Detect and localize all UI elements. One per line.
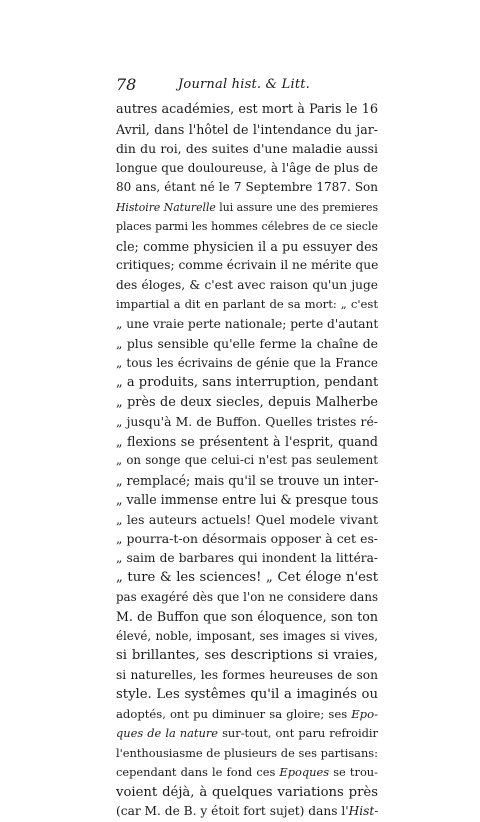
text-line: „ pourra-t-on désormais opposer à cet es- — [116, 531, 378, 546]
page-number: 78 — [116, 75, 137, 94]
text-line: si naturelles, les formes heureuses de son — [116, 667, 378, 682]
text-line: „ a produits, sans interruption, pendant — [116, 375, 378, 390]
text-line: si brillantes, ses descriptions si vraies, — [116, 648, 378, 663]
text-segment: (car M. de B. y étoit fort sujet) dans l' — [116, 804, 349, 818]
italic-title: Histoire Naturelle — [116, 200, 216, 214]
text-line: autres académies, est mort à Paris le 16 — [116, 102, 378, 117]
italic-title: Epo- — [351, 706, 378, 721]
text-line: des éloges, & c'est avec raison qu'un juge — [116, 277, 378, 292]
text-segment: se trou- — [329, 765, 378, 779]
text-line: „ flexions se présentent à l'esprit, quand — [116, 433, 378, 449]
text-line — [116, 198, 378, 218]
text-line — [116, 763, 378, 783]
text-line: élevé, noble, imposant, ses images si vives, — [116, 628, 378, 643]
text-line: M. de Buffon que son éloquence, son ton — [116, 609, 378, 624]
text-line: „ une vraie perte nationale; perte d'autant — [116, 316, 378, 331]
text-segment: sur-tout, ont paru refroidir — [218, 726, 378, 740]
italic-title: Epoques — [279, 765, 330, 779]
italic-title: Hist- — [348, 804, 378, 818]
text-line: voient déjà, à quelques variations près — [116, 784, 378, 800]
page-header — [116, 75, 376, 95]
text-line: l'enthousiasme de plusieurs de ses partisans: — [116, 745, 378, 760]
text-line: „ ture & les sciences! „ Cet éloge n'est — [116, 570, 378, 585]
text-line: „ les auteurs actuels! Quel modele vivant — [116, 511, 378, 527]
text-line: pas exagéré dès que l'on ne considere dans — [116, 589, 378, 604]
running-head: Journal hist. & Litt. — [178, 77, 311, 92]
body-text — [116, 100, 378, 822]
text-line — [116, 705, 378, 725]
text-line — [116, 724, 378, 744]
text-line: cle; comme physicien il a pu essuyer des — [116, 238, 378, 254]
text-line: „ près de deux siecles, depuis Malherbe — [116, 394, 378, 410]
text-line: „ saim de barbares qui inondent la littéra- — [116, 550, 378, 565]
text-line: „ valle immense entre lui & presque tous — [116, 492, 378, 507]
text-line: 80 ans, étant né le 7 Septembre 1787. Son — [116, 180, 378, 194]
text-line: places parmi les hommes célebres de ce siecle — [116, 220, 378, 233]
text-line: din du roi, des suites d'une maladie aussi — [116, 141, 378, 156]
text-line: style. Les systêmes qu'il a imaginés ou — [116, 687, 378, 702]
text-line: „ tous les écrivains de génie que la France — [116, 355, 378, 370]
text-line: critiques; comme écrivain il ne mérite que — [116, 258, 378, 272]
text-line: „ jusqu'à M. de Buffon. Quelles tristes ré- — [116, 414, 378, 429]
italic-title: ques de la nature — [116, 726, 219, 740]
text-line: „ plus sensible qu'elle ferme la chaîne de — [116, 336, 378, 351]
text-line: impartial a dit en parlant de sa mort: „ c'est — [116, 297, 378, 311]
text-segment: lui assure une des premieres — [215, 200, 378, 214]
text-segment: adoptés, ont pu diminuer sa gloire; ses — [116, 706, 352, 721]
text-line: „ on songe que celui-ci n'est pas seulement — [116, 453, 378, 467]
text-segment: cependant dans le fond ces — [116, 765, 280, 779]
text-line: Avril, dans l'hôtel de l'intendance du jar- — [116, 121, 378, 137]
text-line: „ remplacé; mais qu'il se trouve un inter- — [116, 472, 378, 488]
text-line — [116, 802, 378, 822]
text-line: longue que douloureuse, à l'âge de plus de — [116, 160, 378, 175]
